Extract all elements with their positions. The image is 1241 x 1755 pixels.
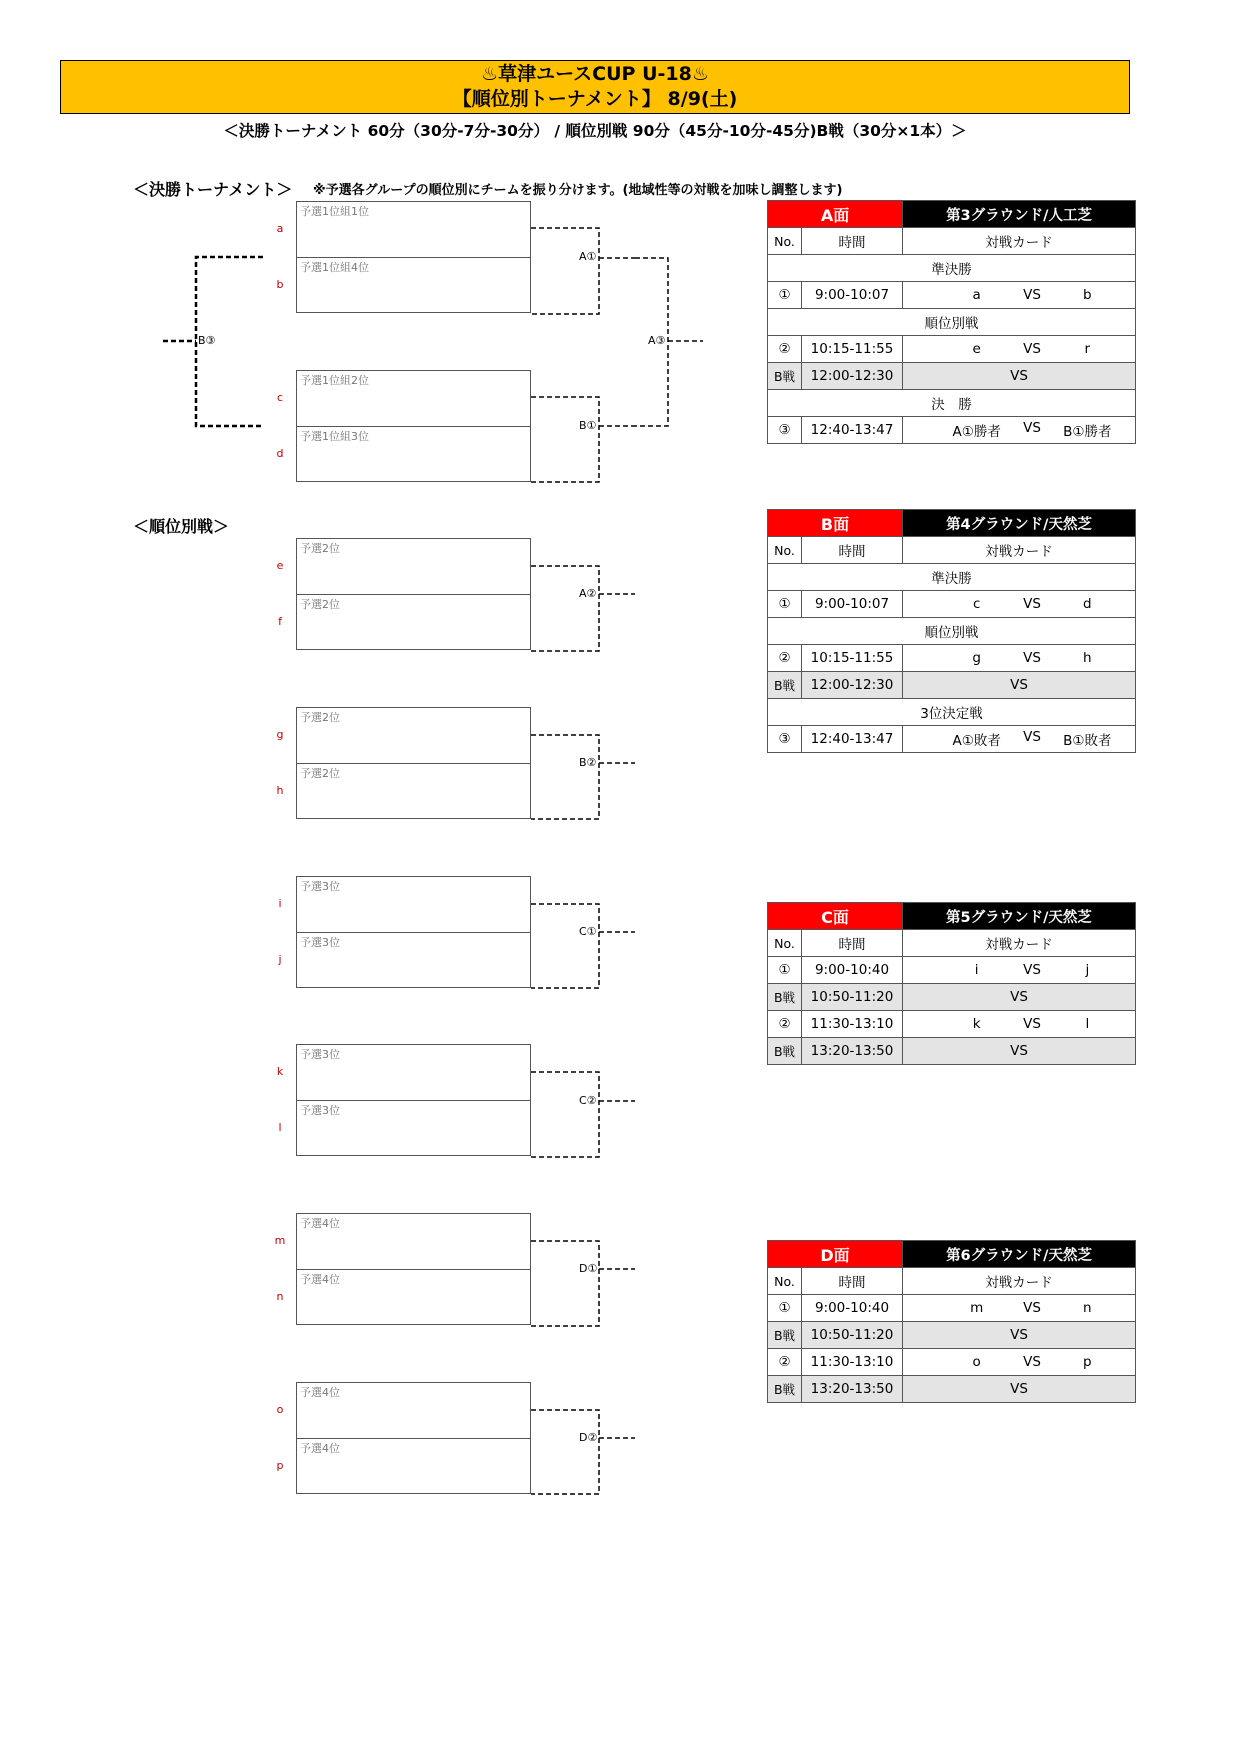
match-time: 13:20-13:50: [802, 1376, 903, 1403]
slot-letter: j: [278, 953, 282, 966]
third-place-match-label: B③: [198, 334, 216, 347]
away-team: l: [1085, 1016, 1090, 1032]
vs-label: VS: [903, 1322, 1136, 1349]
ground-label: 第3グラウンド/人工芝: [903, 201, 1136, 228]
match-time: 12:40-13:47: [802, 417, 903, 444]
bracket-pair-7: [296, 1213, 531, 1325]
match-no: ①: [768, 1295, 802, 1322]
match-time: 9:00-10:07: [802, 282, 903, 309]
col-no: No.: [768, 930, 802, 957]
match-label: A①: [579, 250, 597, 263]
round-label: 決 勝: [768, 390, 1136, 417]
match-no: B戦: [768, 1038, 802, 1065]
team-slot-label: 予選2位: [300, 767, 340, 780]
match-no: B戦: [768, 984, 802, 1011]
match-no: ①: [768, 591, 802, 618]
team-slot-label: 予選4位: [300, 1273, 340, 1286]
match-no: B戦: [768, 1376, 802, 1403]
match-card: [903, 1354, 1135, 1370]
vs-label: VS: [903, 363, 1136, 390]
match-no: ②: [768, 645, 802, 672]
bracket-pair-8: [296, 1382, 531, 1494]
slot-letter: p: [276, 1459, 284, 1472]
home-team: k: [972, 1016, 981, 1032]
court-label: C面: [768, 903, 903, 930]
ground-label: 第6グラウンド/天然芝: [903, 1241, 1136, 1268]
vs-label: VS: [1023, 1016, 1041, 1032]
subtitle: ＜決勝トーナメント 60分（30分-7分-30分） / 順位別戦 90分（45分-10分-45分)B戦（30分×1本）＞: [223, 122, 967, 140]
away-team: h: [1083, 650, 1092, 666]
team-slot-label: 予選4位: [300, 1442, 340, 1455]
assignment-note: ※予選各グループの順位別にチームを振り分けます。(地域性等の対戦を加味し調整します): [313, 183, 843, 198]
vs-label: VS: [1023, 1354, 1041, 1370]
match-label: B②: [579, 756, 597, 769]
slot-letter: a: [276, 222, 284, 235]
match-label: C①: [579, 925, 597, 938]
match-time: 9:00-10:07: [802, 591, 903, 618]
slot-letter: f: [278, 615, 282, 628]
home-team: i: [974, 962, 979, 978]
ground-label: 第5グラウンド/天然芝: [903, 903, 1136, 930]
away-team: b: [1083, 287, 1092, 303]
slot-letter: o: [276, 1403, 284, 1416]
col-time: 時間: [802, 228, 903, 255]
ranking-matches-heading: ＜順位別戦＞: [133, 517, 230, 536]
match-no: ③: [768, 726, 802, 753]
slot-letter: l: [278, 1121, 282, 1134]
round-label: 順位別戦: [768, 618, 1136, 645]
match-time: 10:50-11:20: [802, 1322, 903, 1349]
col-no: No.: [768, 1268, 802, 1295]
team-slot-label: 予選2位: [300, 711, 340, 724]
bracket-pair-5: [296, 876, 531, 988]
bracket-pair-1: [296, 201, 531, 313]
match-label: D②: [579, 1431, 598, 1444]
title-line-2: 【順位別トーナメント】 8/9(土): [452, 88, 738, 110]
team-slot-label: 予選1位組2位: [300, 374, 369, 387]
vs-label: VS: [1023, 420, 1041, 436]
title-line-1: ♨草津ユースCUP U-18♨: [481, 63, 709, 85]
away-team: B①勝者: [1063, 424, 1112, 440]
schedule-table-d: [767, 1240, 1136, 1403]
away-team: d: [1083, 596, 1092, 612]
bracket-pair-6: [296, 1044, 531, 1156]
match-no: B戦: [768, 363, 802, 390]
team-slot-label: 予選3位: [300, 1048, 340, 1061]
col-card: 対戦カード: [903, 228, 1136, 255]
match-card: [903, 729, 1135, 749]
match-time: 12:40-13:47: [802, 726, 903, 753]
match-label: A②: [579, 587, 597, 600]
col-time: 時間: [802, 537, 903, 564]
match-no: ③: [768, 417, 802, 444]
match-card: [903, 962, 1135, 978]
final-match-label: A③: [648, 334, 666, 347]
bracket-pair-4: [296, 707, 531, 819]
schedule-table-b: [767, 509, 1136, 753]
match-no: B戦: [768, 672, 802, 699]
bracket-pair-3: [296, 538, 531, 650]
away-team: r: [1084, 341, 1091, 357]
schedule-table-c: [767, 902, 1136, 1065]
team-slot-label: 予選1位組3位: [300, 430, 369, 443]
match-time: 10:50-11:20: [802, 984, 903, 1011]
team-slot-label: 予選2位: [300, 542, 340, 555]
home-team: a: [972, 287, 981, 303]
slot-letter: h: [276, 784, 284, 797]
schedule-table-a: [767, 200, 1136, 444]
col-card: 対戦カード: [903, 537, 1136, 564]
col-no: No.: [768, 228, 802, 255]
home-team: m: [970, 1300, 984, 1316]
vs-label: VS: [903, 1038, 1136, 1065]
col-time: 時間: [802, 930, 903, 957]
away-team: j: [1085, 962, 1090, 978]
away-team: B①敗者: [1063, 733, 1112, 749]
slot-letter: m: [274, 1234, 286, 1247]
vs-label: VS: [1023, 650, 1041, 666]
team-slot-label: 予選1位組4位: [300, 261, 369, 274]
vs-label: VS: [903, 672, 1136, 699]
vs-label: VS: [1023, 341, 1041, 357]
vs-label: VS: [903, 984, 1136, 1011]
match-label: B①: [579, 419, 597, 432]
match-time: 9:00-10:40: [802, 1295, 903, 1322]
slot-letter: g: [276, 728, 284, 741]
team-slot-label: 予選3位: [300, 880, 340, 893]
match-card: [903, 596, 1135, 612]
col-time: 時間: [802, 1268, 903, 1295]
away-team: n: [1083, 1300, 1092, 1316]
team-slot-label: 予選4位: [300, 1217, 340, 1230]
slot-letter: c: [276, 391, 284, 404]
home-team: A①敗者: [952, 733, 1001, 749]
col-card: 対戦カード: [903, 1268, 1136, 1295]
team-slot-label: 予選3位: [300, 1104, 340, 1117]
home-team: o: [972, 1354, 981, 1370]
slot-letter: d: [276, 447, 284, 460]
match-no: ②: [768, 1349, 802, 1376]
court-label: A面: [768, 201, 903, 228]
team-slot-label: 予選1位組1位: [300, 205, 369, 218]
ground-label: 第4グラウンド/天然芝: [903, 510, 1136, 537]
team-slot-label: 予選4位: [300, 1386, 340, 1399]
home-team: A①勝者: [952, 424, 1001, 440]
court-label: D面: [768, 1241, 903, 1268]
slot-letter: e: [276, 559, 284, 572]
match-card: [903, 287, 1135, 303]
match-time: 11:30-13:10: [802, 1349, 903, 1376]
match-label: C②: [579, 1094, 597, 1107]
match-time: 10:15-11:55: [802, 336, 903, 363]
match-no: ②: [768, 1011, 802, 1038]
home-team: c: [972, 596, 981, 612]
slot-letter: i: [278, 897, 282, 910]
match-time: 11:30-13:10: [802, 1011, 903, 1038]
vs-label: VS: [903, 1376, 1136, 1403]
match-label: D①: [579, 1262, 598, 1275]
match-no: ①: [768, 282, 802, 309]
match-time: 10:15-11:55: [802, 645, 903, 672]
match-card: [903, 420, 1135, 440]
match-time: 9:00-10:40: [802, 957, 903, 984]
court-label: B面: [768, 510, 903, 537]
col-no: No.: [768, 537, 802, 564]
match-no: B戦: [768, 1322, 802, 1349]
bracket-pair-2: [296, 370, 531, 482]
match-no: ②: [768, 336, 802, 363]
match-card: [903, 341, 1135, 357]
match-no: ①: [768, 957, 802, 984]
slot-letter: n: [276, 1290, 284, 1303]
match-card: [903, 650, 1135, 666]
round-label: 準決勝: [768, 255, 1136, 282]
vs-label: VS: [1023, 729, 1041, 745]
match-time: 12:00-12:30: [802, 672, 903, 699]
team-slot-label: 予選2位: [300, 598, 340, 611]
team-slot-label: 予選3位: [300, 936, 340, 949]
round-label: 順位別戦: [768, 309, 1136, 336]
round-label: 3位決定戦: [768, 699, 1136, 726]
vs-label: VS: [1023, 287, 1041, 303]
vs-label: VS: [1023, 1300, 1041, 1316]
col-card: 対戦カード: [903, 930, 1136, 957]
vs-label: VS: [1023, 596, 1041, 612]
match-card: [903, 1300, 1135, 1316]
final-tournament-heading: ＜決勝トーナメント＞: [133, 180, 293, 199]
away-team: p: [1083, 1354, 1092, 1370]
home-team: g: [972, 650, 981, 666]
vs-label: VS: [1023, 962, 1041, 978]
match-time: 13:20-13:50: [802, 1038, 903, 1065]
match-time: 12:00-12:30: [802, 363, 903, 390]
slot-letter: b: [276, 278, 284, 291]
match-card: [903, 1016, 1135, 1032]
slot-letter: k: [276, 1065, 284, 1078]
round-label: 準決勝: [768, 564, 1136, 591]
home-team: e: [972, 341, 981, 357]
